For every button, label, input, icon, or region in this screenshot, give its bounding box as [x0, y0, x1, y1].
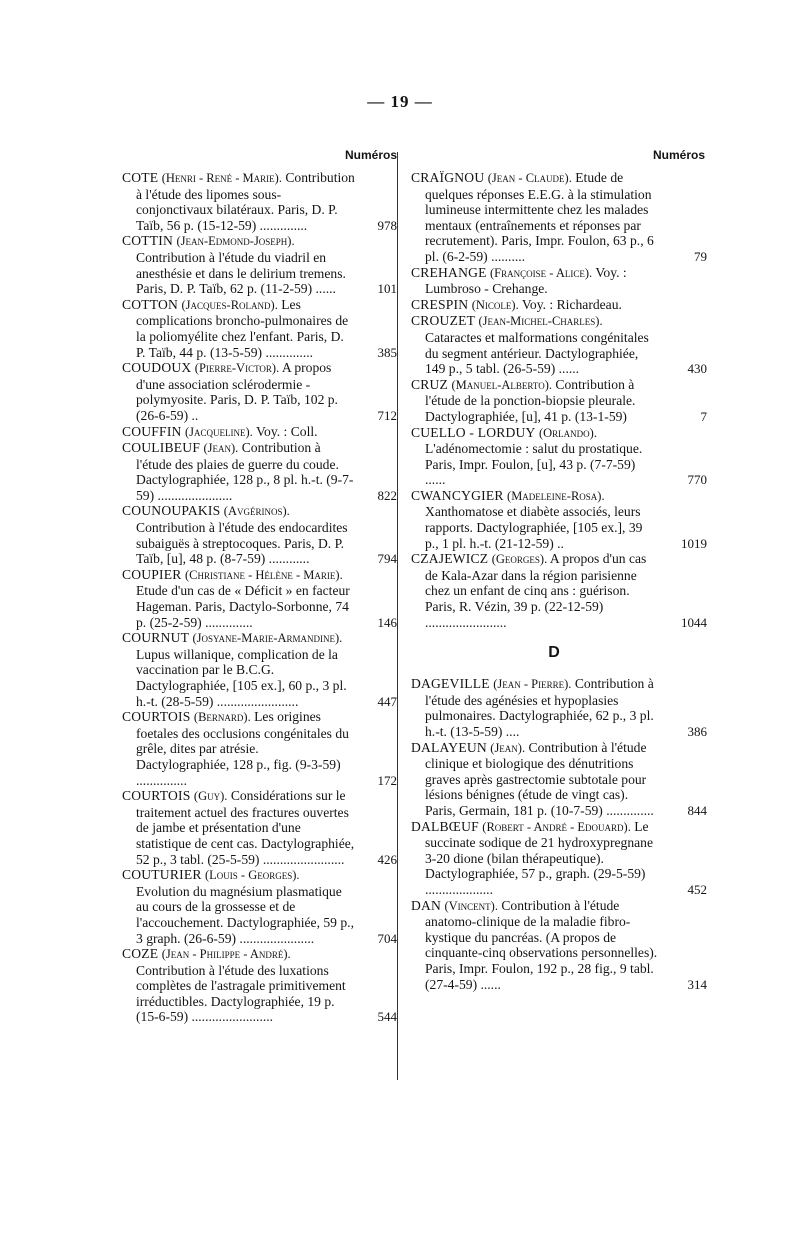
author-surname: COUPIER — [122, 566, 182, 582]
thesis-number: 1044 — [681, 614, 707, 630]
thesis-description: Contribution à l'étude anatomo-clinique de la maladie fibro-kystique du pancréas. (A propos de cinquante-cinq observations personnelles). Paris, Impr. Foulon, 192 p., 28 fig., 9 tabl. (27-4-59) ...... — [425, 897, 658, 992]
thesis-number: 544 — [377, 1009, 397, 1025]
author-forenames: (Georges). — [491, 552, 548, 567]
thesis-number: 172 — [377, 772, 397, 788]
thesis-description: Le succinate sodique de 21 hydroxypregnane 3-20 dione (bilan thérapeutique). Dactylographiée, 57 p., graph. (29-5-59) .................... — [425, 818, 654, 897]
thesis-number: 704 — [377, 930, 397, 946]
author-surname: COTTIN — [122, 233, 174, 249]
author-forenames: (Henri - René - Marie). — [161, 171, 282, 185]
page-number: — 19 — — [367, 92, 433, 111]
column-header: Numéros — [344, 148, 397, 162]
author-surname: COTTON — [122, 296, 179, 312]
author-forenames: (Manuel-Alberto). — [451, 377, 553, 392]
section-letter: D — [548, 644, 560, 662]
thesis-number: 101 — [377, 281, 397, 297]
bibliography-entry — [122, 946, 397, 1025]
author-surname: DAGEVILLE — [411, 676, 490, 692]
author-surname: COUDOUX — [122, 360, 192, 376]
thesis-number: 770 — [687, 472, 707, 488]
author-surname: DAN — [411, 897, 442, 913]
thesis-number: 385 — [377, 344, 397, 360]
bibliography-entry — [122, 709, 397, 788]
thesis-description: Evolution du magnésium plasmatique au cours de la grossesse et de l'accouchement. Dactylographiée, 59 p., 3 graph. (26-6-59) ...................... — [136, 883, 354, 946]
author-surname: CROUZET — [411, 313, 476, 329]
thesis-description: Etude d'un cas de « Déficit » en facteur Hageman. Paris, Dactylo-Sorbonne, 74 p. (25-2-59) .............. — [136, 583, 350, 630]
author-forenames: (Jean - Claude). — [487, 171, 572, 185]
bibliography-entry — [411, 676, 707, 739]
bibliography-entry — [122, 630, 397, 709]
thesis-description: Etude de quelques réponses E.E.G. à la stimulation lumineuse intermittente chez les malades mentaux (entraînements et réponses par recrutement). Paris, Impr. Foulon, 63 p., 6 pl. (6-2-59) .......... — [425, 170, 654, 264]
author-surname: COUFFIN — [122, 423, 182, 439]
author-forenames: (Jean-Edmond-Joseph). — [176, 234, 295, 249]
bibliography-entry — [122, 360, 397, 423]
thesis-description: Contribution à l'étude de la ponction-biopsie pleurale. Dactylographiée, [u], 41 p. (13-1-59) — [425, 376, 636, 424]
author-forenames: (Orlando). — [538, 425, 597, 440]
author-surname: CRESPIN — [411, 296, 469, 312]
author-surname: COULIBEUF — [122, 440, 201, 456]
thesis-number: 844 — [687, 802, 707, 818]
thesis-number: 430 — [687, 361, 707, 377]
thesis-description: Contribution à l'étude des endocardites subaiguës à streptocoques. Paris, D. P. Taïb, [u], 48 p. (8-7-59) ............ — [136, 520, 348, 567]
bibliography-entry — [122, 233, 397, 297]
author-surname: COURTOIS — [122, 709, 191, 725]
bibliography-entry — [411, 313, 707, 377]
bibliography-entry — [411, 487, 707, 551]
thesis-number: 794 — [377, 551, 397, 567]
bibliography-entry — [122, 867, 397, 946]
thesis-description: Contribution à l'étude du viadril en anesthésie et dans le delirium tremens. Paris, D. P. Taïb, 62 p. (11-2-59) ...... — [136, 249, 346, 297]
author-surname: DALBŒUF — [411, 818, 479, 834]
author-forenames: (Avgérinos). — [223, 504, 290, 519]
bibliography-entry — [411, 297, 697, 314]
author-forenames: (Jean-Michel-Charles). — [478, 314, 603, 329]
thesis-number: 447 — [377, 693, 397, 709]
thesis-description: Considérations sur le traitement actuel des fractures ouvertes de jambe et présentation d'une statistique de cent cas. Dactylographiée, 52 p., 3 tabl. (25-5-59) ........................ — [136, 788, 355, 867]
author-forenames: (Guy). — [193, 789, 228, 804]
thesis-description: Contribution à l'étude des plaies de guerre du coude. Dactylographiée, 128 p., 8 pl. h.-t. (9-7-59) ...................... — [136, 440, 354, 503]
thesis-description: Contribution à l'étude des luxations complètes de l'astragale primitivement irréductibles. Dactylographiée, 19 p. (15-6-59) ........................ — [136, 962, 346, 1025]
author-forenames: (Jean - Philippe - André). — [161, 947, 291, 962]
bibliography-entry — [122, 503, 397, 567]
author-surname: CRUZ — [411, 376, 449, 392]
author-forenames: (Nicole). — [471, 297, 519, 312]
bibliography-entry — [122, 296, 397, 360]
author-forenames: (Jean - Pierre). — [493, 677, 572, 692]
thesis-description: Lupus willanique, complication de la vaccination par le B.C.G. Dactylographiée, [105 ex.], 60 p., 3 pl. h.-t. (28-5-59) ........................ — [136, 646, 347, 709]
bibliography-entry — [122, 788, 397, 867]
author-forenames: (Christiane - Hélène - Marie). — [184, 567, 343, 582]
thesis-description: Voy. : Richardeau. — [521, 296, 622, 312]
column-divider — [397, 152, 398, 1080]
thesis-number: 7 — [700, 408, 707, 424]
left-column — [122, 148, 397, 1025]
bibliography-entry — [122, 424, 389, 441]
bibliography-entry — [122, 170, 397, 233]
thesis-description: Cataractes et malformations congénitales du segment antérieur. Dactylographiée, 149 p., 5 tabl. (26-5-59) ...... — [425, 329, 649, 377]
author-forenames: (Jacques-Roland). — [181, 297, 278, 312]
author-forenames: (Vincent). — [444, 898, 498, 913]
bibliography-entry — [411, 897, 707, 993]
author-surname: CUELLO - LORDUY — [411, 424, 536, 440]
thesis-number: 79 — [694, 248, 707, 264]
bibliography-entry — [411, 551, 707, 630]
author-forenames: (Jean). — [203, 441, 239, 456]
author-forenames: (Bernard). — [193, 710, 251, 725]
thesis-description: A propos d'un cas de Kala-Azar dans la région parisienne chez un enfant de cinq ans : guérison. Paris, R. Vézin, 39 p. (22-12-59) ........................ — [425, 551, 647, 630]
thesis-description: Contribution à l'étude clinique et biologique des dénutritions graves après gastrectomie subtotale pour lésions bénignes (étude de vingt cas). Paris, Germain, 181 p. (10-7-59) .............. — [425, 739, 654, 818]
bibliography-entry — [411, 376, 707, 425]
author-surname: CZAJEWICZ — [411, 551, 489, 567]
thesis-number: 146 — [377, 614, 397, 630]
thesis-number: 426 — [377, 851, 397, 867]
author-surname: COURTOIS — [122, 788, 191, 804]
thesis-number: 386 — [687, 724, 707, 739]
thesis-description: Contribution à l'étude des lipomes sous-conjonctivaux bilatéraux. Paris, D. P. Taïb, 56 p. (15-12-59) .............. — [136, 170, 355, 233]
author-forenames: (Pierre-Victor). — [194, 361, 280, 376]
author-surname: COUTURIER — [122, 867, 202, 883]
author-surname: DALAYEUN — [411, 739, 487, 755]
entry-list — [411, 170, 707, 992]
thesis-number: 712 — [377, 407, 397, 423]
author-surname: COZE — [122, 946, 159, 962]
bibliography-entry — [411, 739, 707, 819]
author-forenames: (Jacqueline). — [184, 424, 253, 439]
thesis-description: Les complications broncho-pulmonaires de la poliomyélite chez l'enfant. Paris, D. P. Taïb, 44 p. (13-5-59) .............. — [136, 296, 349, 360]
thesis-number: 1019 — [681, 535, 707, 551]
thesis-description: Les origines foetales des occlusions congénitales du grêle, dites par atrésie. Dactylographiée, 128 p., fig. (9-3-59) ............... — [136, 709, 349, 788]
right-column — [411, 148, 707, 992]
thesis-description: L'adénomectomie : salut du prostatique. Paris, Impr. Foulon, [u], 43 p. (7-7-59) ...... — [425, 441, 643, 488]
column-header: Numéros — [652, 148, 705, 162]
author-surname: COURNUT — [122, 630, 190, 646]
bibliography-entry — [411, 818, 707, 898]
thesis-number: 822 — [377, 487, 397, 503]
thesis-number: 314 — [687, 976, 707, 992]
author-forenames: (Françoise - Alice). — [490, 265, 593, 280]
bibliography-entry — [411, 265, 697, 297]
thesis-description: Contribution à l'étude des agénésies et hypoplasies pulmonaires. Dactylographiée, 62 p., 3 pl. h.-t. (13-5-59) .... — [425, 676, 654, 739]
thesis-number: 452 — [687, 881, 707, 897]
author-forenames: (Louis - Georges). — [205, 868, 300, 883]
author-surname: COUNOUPAKIS — [122, 503, 221, 519]
author-surname: COTE — [122, 170, 159, 185]
author-forenames: (Robert - André - Edouard). — [482, 819, 631, 834]
author-forenames: (Josyane-Marie-Armandine). — [192, 631, 343, 646]
thesis-description: Voy. : Lumbroso - Crehange. — [425, 264, 627, 297]
entry-list — [122, 170, 397, 1025]
author-forenames: (Madeleine-Rosa). — [507, 488, 605, 503]
author-surname: CWANCYGIER — [411, 487, 504, 503]
thesis-description: Voy. : Coll. — [255, 423, 318, 439]
thesis-description: Xanthomatose et diabète associés, leurs rapports. Dactylographiée, [105 ex.], 39 p., 1 pl. h.-t. (21-12-59) .. — [425, 504, 643, 551]
author-surname: CRAÏGNOU — [411, 170, 485, 185]
author-surname: CREHANGE — [411, 264, 487, 280]
bibliography-entry — [122, 566, 397, 630]
bibliography-entry — [411, 170, 707, 265]
bibliography-entry — [122, 440, 397, 503]
bibliography-entry — [411, 424, 707, 488]
author-forenames: (Jean). — [490, 740, 526, 755]
thesis-description: A propos d'une association sclérodermie - polymyosite. Paris, D. P. Taïb, 102 p. (26-6-59) .. — [136, 360, 338, 423]
thesis-number: 978 — [377, 217, 397, 233]
